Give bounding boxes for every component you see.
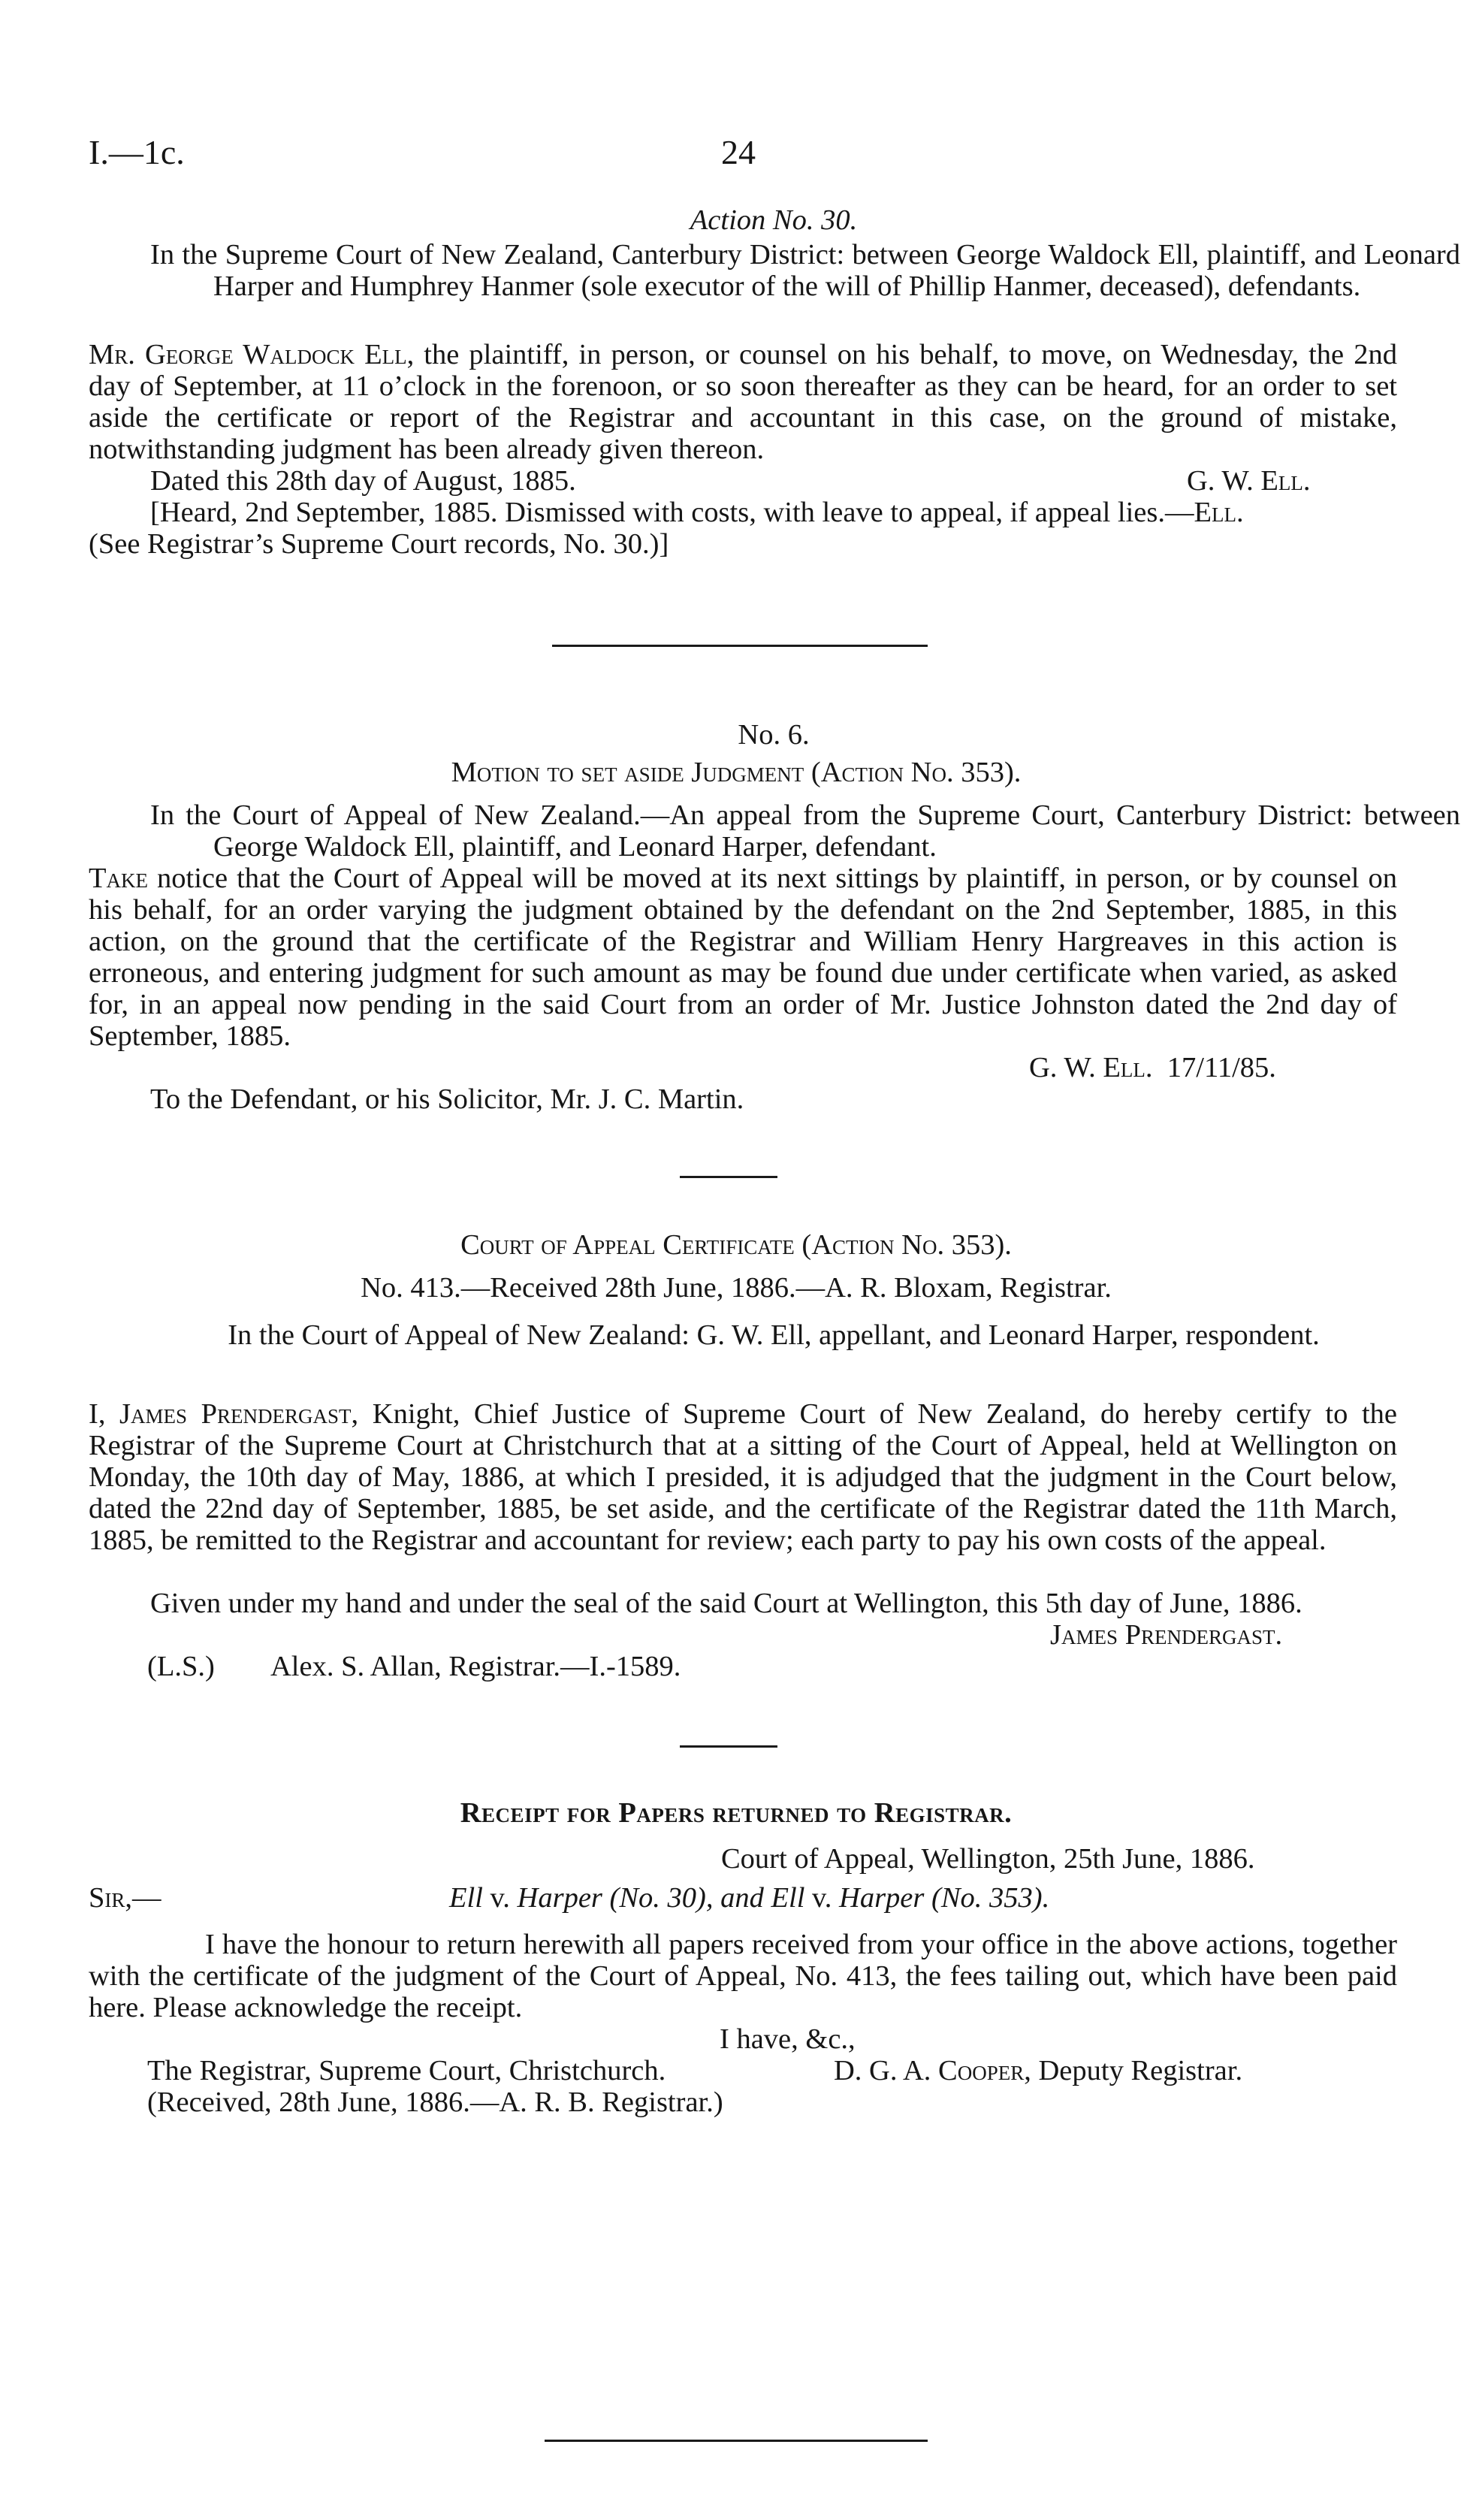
sender-title: Deputy Registrar. <box>1031 2055 1243 2086</box>
no6-notice <box>89 863 1397 1052</box>
no6-number: No. 6. <box>738 719 810 751</box>
no6-signature: G. W. Ell. <box>1029 1052 1153 1083</box>
divider <box>680 1176 777 1178</box>
notice-text: notice that the Court of Appeal will be moved at its next sittings by plaintiff, in person, or by counsel on his behalf, for an order varying the judgment obtained by the defendant on the 2nd September, 1885, in this action, on the ground that the certificate of the Registrar and William Henry Hargreaves in this action is erroneous, and entering judgment for such amount as may be found due under certificate when varied, as asked for, in an appeal now pending in the said Court from an order of Mr. Justice Johnston dated the 2nd day of September, 1885. <box>89 863 1397 1052</box>
receipt-to: The Registrar, Supreme Court, Christchurch. <box>147 2055 666 2086</box>
no6-signature-line <box>1029 1052 1276 1083</box>
divider <box>680 1745 777 1748</box>
certificate-body <box>89 1398 1397 1556</box>
case-harper-a: Harper (No. 30), and Ell <box>517 1882 805 1914</box>
divider <box>552 645 928 647</box>
case-ell-a: Ell <box>449 1882 483 1914</box>
receipt-closing: I have, &c., <box>720 2023 856 2055</box>
certificate-court: In the Court of Appeal of New Zealand: G. W. Ell, appellant, and Leonard Harper, respondent. <box>228 1319 1320 1351</box>
certificate-text: Knight, Chief Justice of Supreme Court of New Zealand, do hereby certify to the Registrar of the Supreme Court at Christchurch that at a sitting of the Court of Appeal, held at Wellington on Monday, the 10th day of May, 1886, at which I presided, it is adjudged that the judgment in the Court below, dated the 22nd day of September, 1885, be set aside, and the certificate of the Registrar dated the 11th March, 1885, be remitted to the Registrar and accountant for review; each party to pay his own costs of the appeal. <box>89 1398 1397 1556</box>
certificate-signature: James Prendergast. <box>1050 1619 1283 1651</box>
certificate-registrar: Alex. S. Allan, Registrar.—I.-1589. <box>270 1651 681 1682</box>
plaintiff-name: Mr. George Waldock Ell, <box>89 339 415 370</box>
case-versus: v. <box>804 1882 840 1914</box>
action-30-note <box>150 497 1244 528</box>
certificate-received: No. 413.—Received 28th June, 1886.—A. R. Bloxam, Registrar. <box>361 1272 1112 1304</box>
note-signature: Ell. <box>1194 497 1244 528</box>
no6-court: In the Court of Appeal of New Zealand.—An appeal from the Supreme Court, Canterbury District: between George Waldock Ell, plaintiff, and Leonard Harper, defendant. <box>150 799 1460 863</box>
action-30-dated: Dated this 28th day of August, 1885. <box>150 465 576 497</box>
receipt-sender <box>834 2055 1242 2086</box>
note-text: [Heard, 2nd September, 1885. Dismissed with costs, with leave to appeal, if appeal lies.— <box>150 497 1194 528</box>
action-30-signature: G. W. Ell. <box>1187 465 1311 497</box>
action-30-motion <box>89 339 1397 465</box>
notice-lead: Take <box>89 863 149 894</box>
action-30-note-end: (See Registrar’s Supreme Court records, No. 30.)] <box>89 528 669 560</box>
no6-addressee: To the Defendant, or his Solicitor, Mr. J. C. Martin. <box>150 1083 744 1115</box>
receipt-body: I have the honour to return herewith all papers received from your office in the above actions, together with the certificate of the judgment of the Court of Appeal, No. 413, the fees tailing out, which have been paid here. Please acknowledge the receipt. <box>89 1929 1397 2023</box>
no6-signature-date: 17/11/85. <box>1167 1052 1276 1083</box>
case-harper-b: Harper (No. 353). <box>839 1882 1050 1914</box>
page-number: 24 <box>721 133 756 171</box>
action-30-title: Action No. 30. <box>690 204 858 236</box>
divider <box>545 2440 928 2442</box>
motion-text: the plaintiff, in person, or counsel on his behalf, to move, on Wednesday, the 2nd day of September, at 11 o’clock in the forenoon, or so soon thereafter as they can be heard, for an order to set aside the certificate or report of the Registrar and accountant in this case, on the ground of mistake, notwithstanding judgment has been already given thereon. <box>89 339 1397 465</box>
certificate-given: Given under my hand and under the seal of the said Court at Wellington, this 5th day of June, 1886. <box>150 1588 1302 1619</box>
chief-justice-name: I, James Prendergast, <box>89 1398 359 1430</box>
section-code: I.—1c. <box>89 133 185 171</box>
no6-title: Motion to set aside Judgment (Action No. 353). <box>451 757 1022 788</box>
receipt-salutation: Sir,— <box>89 1882 161 1914</box>
action-30-court: In the Supreme Court of New Zealand, Canterbury District: between George Waldock Ell, plaintiff, and Leonard Harper and Humphrey Hanmer (sole executor of the will of Phillip Hanmer, deceased), defendants. <box>150 239 1460 302</box>
receipt-cases <box>449 1882 1049 1914</box>
seal-mark: (L.S.) <box>147 1651 215 1682</box>
case-versus: v. <box>482 1882 518 1914</box>
receipt-title: Receipt for Papers returned to Registrar. <box>460 1797 1013 1829</box>
receipt-received-note: (Received, 28th June, 1886.—A. R. B. Registrar.) <box>147 2086 723 2118</box>
receipt-place-date: Court of Appeal, Wellington, 25th June, 1886. <box>721 1843 1255 1875</box>
certificate-title: Court of Appeal Certificate (Action No. 353). <box>460 1229 1012 1261</box>
sender-name: D. G. A. Cooper, <box>834 2055 1031 2086</box>
